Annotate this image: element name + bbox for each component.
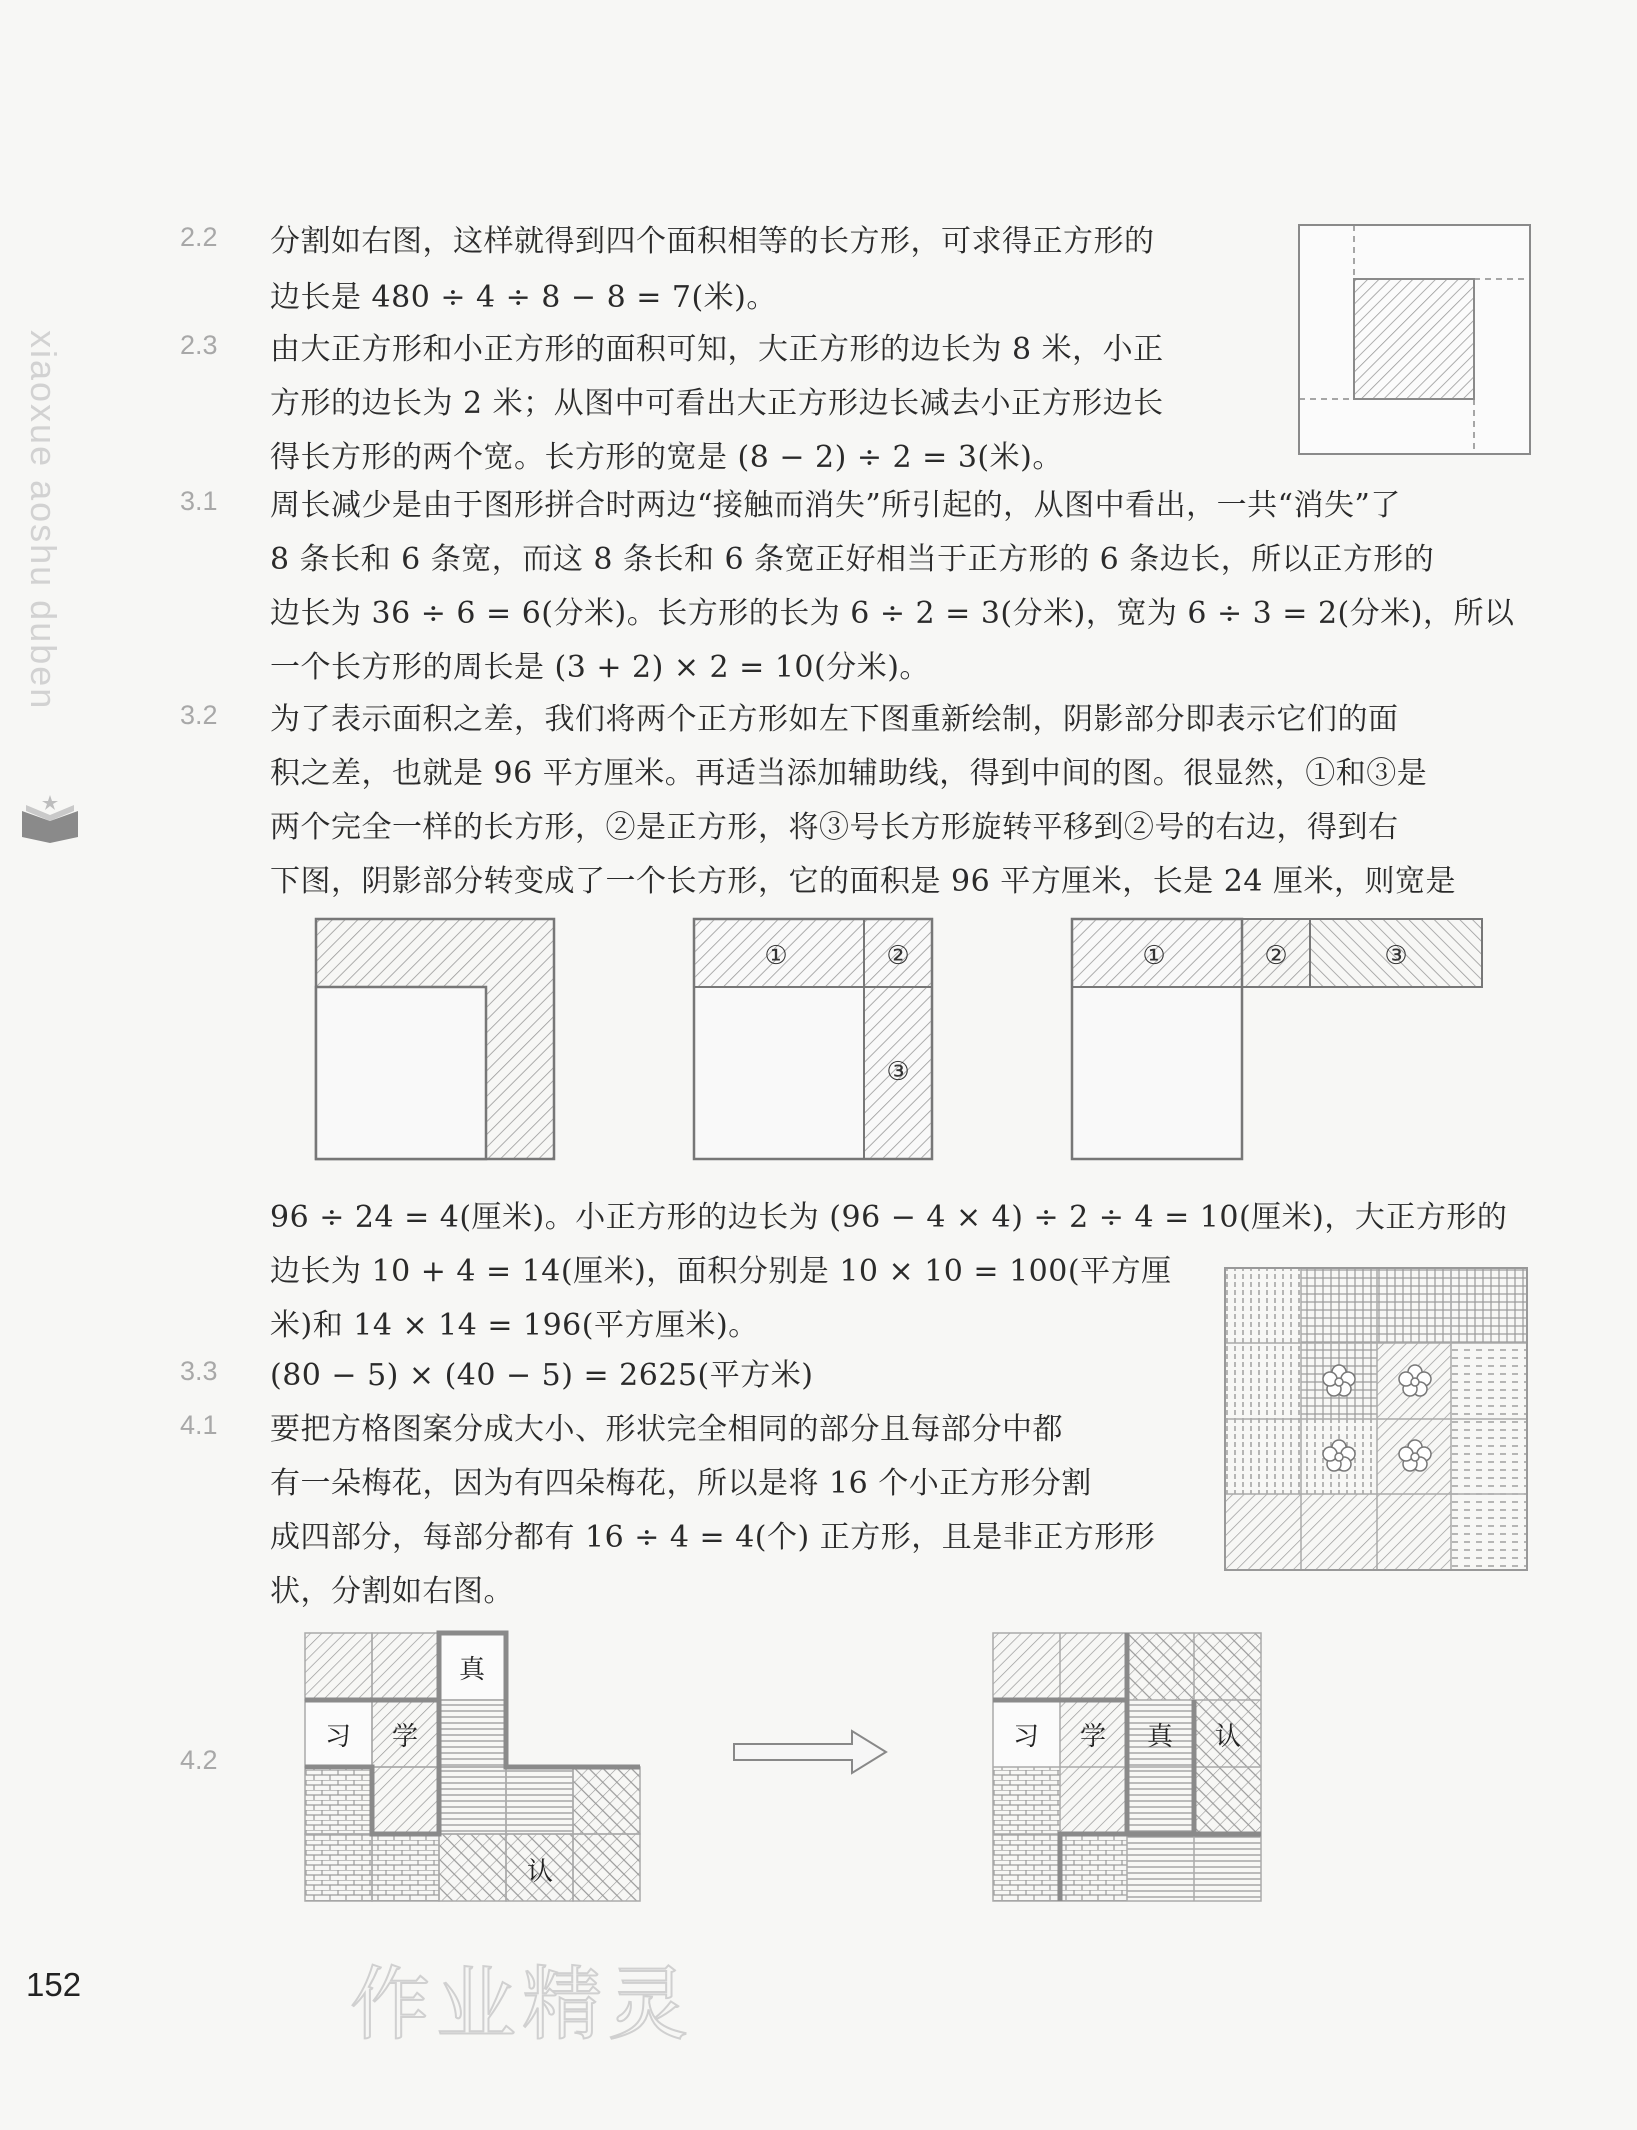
text-line: (80 − 5) × (40 − 5) = 2625(平方米) <box>270 1358 814 1393</box>
text-line: 得长方形的两个宽。长方形的宽是 (8 − 2) ÷ 2 = 3(米)。 <box>270 440 1063 475</box>
text-line: 周长减少是由于图形拼合时两边“接触而消失”所引起的，从图中看出，一共“消失”了 <box>270 488 1401 523</box>
text-line: 米)和 14 × 14 = 196(平方厘米)。 <box>270 1308 759 1343</box>
figure-square-division <box>1298 224 1532 456</box>
figure-character-grid-after <box>990 1630 1266 1906</box>
char-zhen: 真 <box>1146 1722 1174 1752</box>
char-ren: 认 <box>526 1857 554 1887</box>
text-line: 边长为 36 ÷ 6 = 6(分米)。长方形的长为 6 ÷ 2 = 3(分米)，宽为 6 ÷ 3 = 2(分米)，所以 <box>270 596 1515 631</box>
section-number: 2.2 <box>180 222 218 252</box>
text-line: 状，分割如右图。 <box>270 1574 514 1609</box>
section-number: 2.3 <box>180 330 218 360</box>
text-line: 分割如右图，这样就得到四个面积相等的长方形，可求得正方形的 <box>270 224 1155 259</box>
text-line: 下图，阴影部分转变成了一个长方形，它的面积是 96 平方厘米，长是 24 厘米，则宽是 <box>270 864 1456 899</box>
figure-three-squares <box>310 916 1490 1166</box>
text-line: 由大正方形和小正方形的面积可知，大正方形的边长为 8 米，小正 <box>270 332 1164 367</box>
label-2: ② <box>1264 941 1288 971</box>
char-ren: 认 <box>1214 1722 1242 1752</box>
char-xi: 习 <box>324 1722 352 1752</box>
label-3: ③ <box>886 1057 910 1087</box>
text-line: 8 条长和 6 条宽，而这 8 条长和 6 条宽正好相当于正方形的 6 条边长，所以正方形的 <box>270 542 1435 577</box>
figure-character-grid-before <box>302 1630 646 1904</box>
char-zhen: 真 <box>458 1655 486 1685</box>
char-xue: 学 <box>1079 1722 1107 1752</box>
text-line: 边长为 10 + 4 = 14(厘米)，面积分别是 10 × 10 = 100(平方厘 <box>270 1254 1172 1289</box>
section-number: 3.3 <box>180 1356 218 1386</box>
section-number: 4.1 <box>180 1410 218 1440</box>
text-line: 积之差，也就是 96 平方厘米。再适当添加辅助线，得到中间的图。很显然，①和③是 <box>270 756 1428 791</box>
section-number: 3.2 <box>180 700 218 730</box>
page-number: 152 <box>26 1966 82 2003</box>
text-line: 一个长方形的周长是 (3 + 2) × 2 = 10(分米)。 <box>270 650 930 685</box>
section-number: 4.2 <box>180 1745 218 1775</box>
text-line: 边长是 480 ÷ 4 ÷ 8 − 8 = 7(米)。 <box>270 280 777 315</box>
text-line: 为了表示面积之差，我们将两个正方形如左下图重新绘制，阴影部分即表示它们的面 <box>270 702 1399 737</box>
text-line: 要把方格图案分成大小、形状完全相同的部分且每部分中都 <box>270 1412 1063 1447</box>
text-line: 有一朵梅花，因为有四朵梅花，所以是将 16 个小正方形分割 <box>270 1466 1092 1501</box>
label-1: ① <box>764 941 788 971</box>
side-label: xiaoxue aoshu duben <box>23 330 64 711</box>
label-1: ① <box>1142 941 1166 971</box>
watermark: 作业精灵 <box>350 1958 694 2051</box>
label-2: ② <box>886 941 910 971</box>
char-xue: 学 <box>391 1722 419 1752</box>
label-3: ③ <box>1384 941 1408 971</box>
char-xi: 习 <box>1012 1722 1040 1752</box>
arrow-right-icon <box>732 1727 890 1777</box>
book-icon <box>18 795 82 847</box>
section-number: 3.1 <box>180 486 218 516</box>
figure-flower-grid <box>1223 1266 1533 1572</box>
text-line: 成四部分，每部分都有 16 ÷ 4 = 4(个) 正方形，且是非正方形形 <box>270 1520 1156 1555</box>
text-line: 两个完全一样的长方形，②是正方形，将③号长方形旋转平移到②号的右边，得到右 <box>270 810 1399 845</box>
text-line: 方形的边长为 2 米；从图中可看出大正方形边长减去小正方形边长 <box>270 386 1164 421</box>
text-line: 96 ÷ 24 = 4(厘米)。小正方形的边长为 (96 − 4 × 4) ÷ 2 ÷ 4 = 10(厘米)，大正方形的 <box>270 1200 1508 1235</box>
